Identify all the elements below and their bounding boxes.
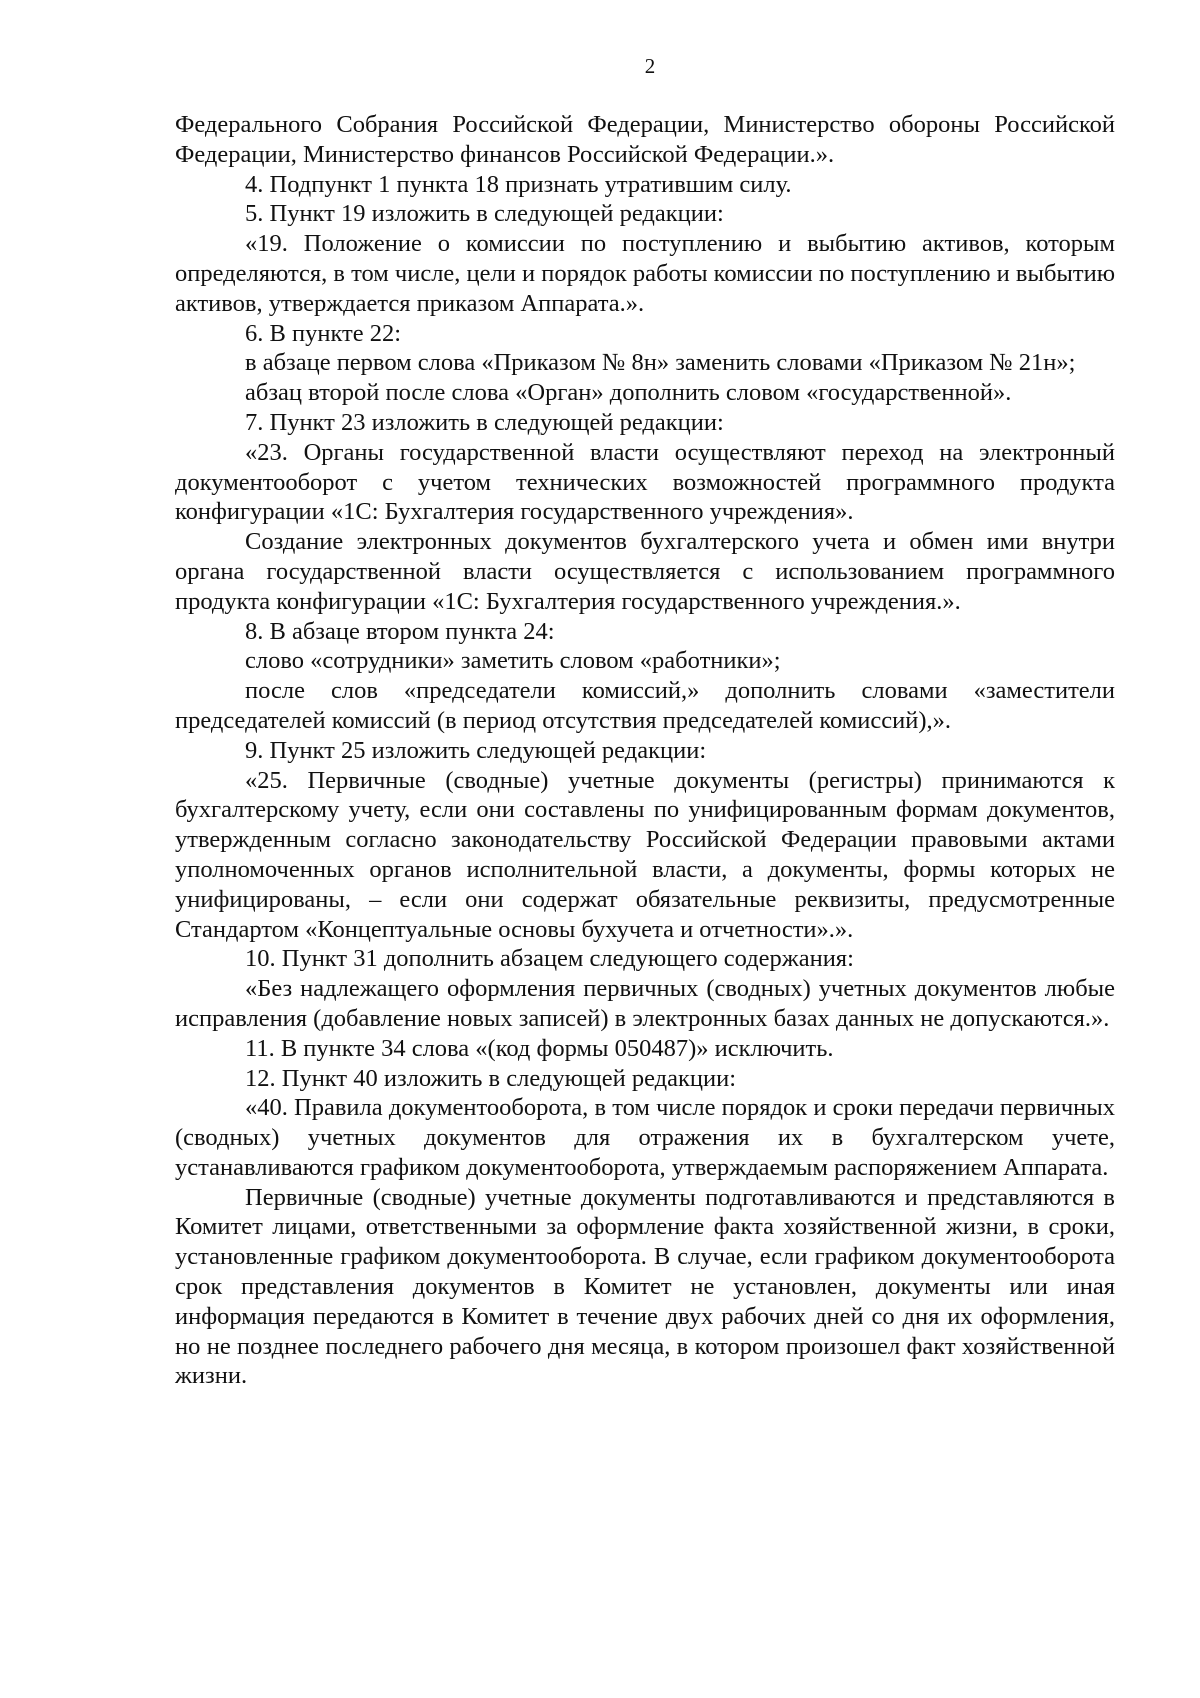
- paragraph: 7. Пункт 23 изложить в следующей редакции:: [245, 408, 724, 436]
- paragraph: 11. В пункте 34 слова «(код формы 050487)» исключить.: [245, 1034, 834, 1062]
- paragraph: 6. В пункте 22:: [245, 319, 402, 347]
- paragraph: «19. Положение о комиссии по поступлению и выбытию активов, которым определяются, в том числе, цели и порядок работы комиссии по поступлению и выбытию активов, утверждается приказом Аппарата.».: [175, 230, 1115, 317]
- paragraph: Федерального Собрания Российской Федерации, Министерство обороны Российской Федерации, Министерство финансов Российской Федерации.».: [175, 111, 1115, 168]
- paragraph: «23. Органы государственной власти осуществляют переход на электронный документооборот с учетом технических возможностей программного продукта конфигурации «1С: Бухгалтерия государственного учреждения».: [175, 438, 1115, 526]
- paragraph: 9. Пункт 25 изложить следующей редакции:: [245, 736, 707, 764]
- paragraph: «40. Правила документооборота, в том числе порядок и сроки передачи первичных (сводных) учетных документов для отражения их в бухгалтерском учете, устанавливаются графиком документооборота, утверждаемым распоряжением Аппарата.: [175, 1094, 1115, 1181]
- paragraph: после слов «председатели комиссий,» дополнить словами «заместители председателей комиссий (в период отсутствия председателей комиссий),».: [175, 677, 1115, 734]
- page-number: 2: [644, 54, 656, 78]
- paragraph: в абзаце первом слова «Приказом № 8н» заменить словами «Приказом № 21н»;: [245, 349, 1076, 377]
- paragraph: слово «сотрудники» заметить словом «работники»;: [245, 647, 781, 675]
- document-body: [175, 110, 1115, 1391]
- paragraph: 10. Пункт 31 дополнить абзацем следующего содержания:: [245, 945, 854, 973]
- paragraph: 5. Пункт 19 изложить в следующей редакции:: [245, 200, 724, 228]
- paragraph: 8. В абзаце втором пункта 24:: [245, 617, 555, 645]
- paragraph: Создание электронных документов бухгалтерского учета и обмен ими внутри органа государственной власти осуществляется с использованием программного продукта конфигурации «1С: Бухгалтерия государственного учреждения.».: [175, 528, 1115, 615]
- paragraph: «Без надлежащего оформления первичных (сводных) учетных документов любые исправления (добавление новых записей) в электронных базах данных не допускаются.».: [175, 975, 1115, 1032]
- paragraph: 12. Пункт 40 изложить в следующей редакции:: [245, 1064, 737, 1092]
- paragraph: Первичные (сводные) учетные документы подготавливаются и представляются в Комитет лицами, ответственными за оформление факта хозяйственной жизни, в сроки, установленные графиком документооборота. В случае, если графиком документооборота срок представления документов в Комитет не установлен, документы или иная информация передаются в Комитет в течение двух рабочих дней со дня их оформления, но не позднее последнего рабочего дня месяца, в котором произошел факт хозяйственной жизни.: [175, 1183, 1115, 1390]
- paragraph: 4. Подпункт 1 пункта 18 признать утратившим силу.: [245, 170, 792, 198]
- paragraph: абзац второй после слова «Орган» дополнить словом «государственной».: [245, 379, 1012, 407]
- paragraph: «25. Первичные (сводные) учетные документы (регистры) принимаются к бухгалтерскому учету, если они составлены по унифицированным формам документов, утвержденным согласно законодательству Российской Федерации правовыми актами уполномоченных органов исполнительной власти, а документы, формы которых не унифицированы, – если они содержат обязательные реквизиты, предусмотренные Стандартом «Концептуальные основы бухучета и отчетности».».: [175, 766, 1115, 943]
